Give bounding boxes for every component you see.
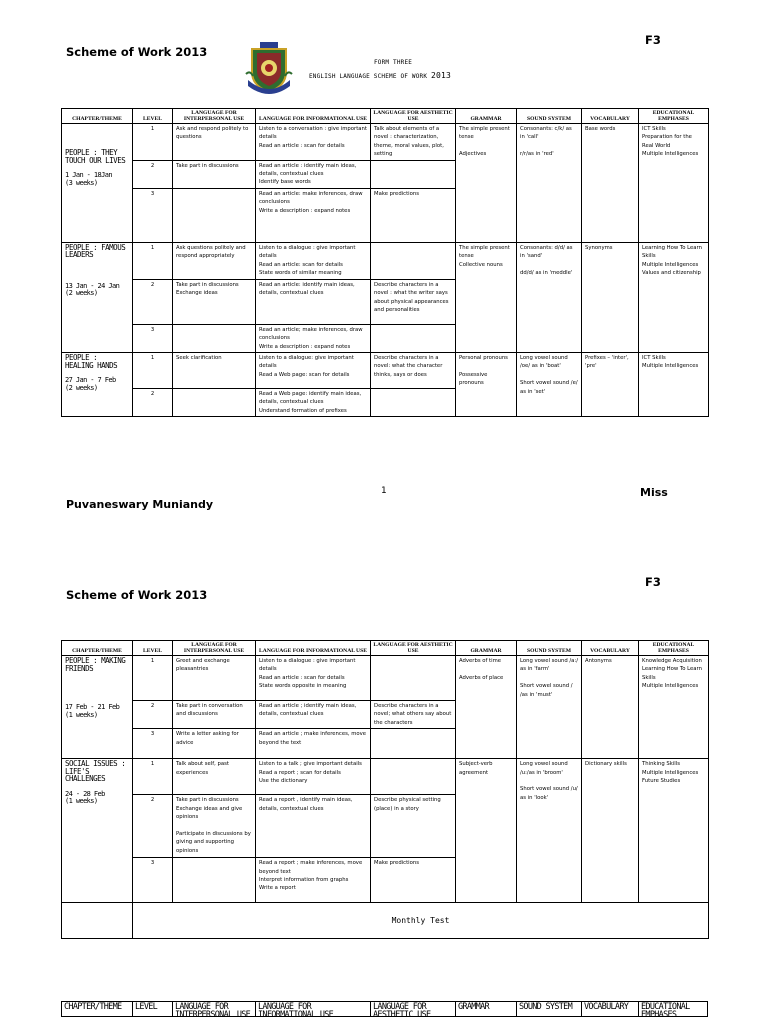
informational-cell: Listen to a dialogue : give important details Read an article : scan for details State words opposite in meaning xyxy=(256,656,371,701)
form-code: F3 xyxy=(645,575,661,589)
aesthetic-cell: Describe characters in a novel : what the writer says about physical appearances and personalities xyxy=(371,279,456,324)
emphases-cell: ICT Skills Preparation for the Real World Multiple Intelligences xyxy=(639,124,709,243)
interpersonal-cell: Take part in discussions Exchange ideas xyxy=(173,279,256,324)
grammar-cell: Personal pronouns Possessive pronouns xyxy=(456,353,517,417)
level-cell: 1 xyxy=(133,242,173,279)
table-header-row xyxy=(62,109,709,124)
header-interpersonal: LANGUAGE FOR INTERPERSONAL USE xyxy=(173,109,256,124)
interpersonal-cell: Take part in discussions Exchange ideas and give opinions Participate in discussions by giving and supporting opinions xyxy=(173,795,256,858)
scheme-table-2 xyxy=(61,640,709,939)
chapter-cell: SOCIAL ISSUES : LIFE'S CHALLENGES 24 - 28 Feb (1 weeks) xyxy=(62,759,133,903)
level-cell: 1 xyxy=(133,759,173,795)
level-cell: 3 xyxy=(133,729,173,759)
header-level: LEVEL xyxy=(133,1002,173,1016)
aesthetic-cell xyxy=(371,324,456,352)
informational-cell: Read an article; make inferences, draw conclusions Write a description : expand notes xyxy=(256,324,371,352)
header-aesthetic: LANGUAGE FOR AESTHETIC USE xyxy=(371,641,456,656)
header-chapter: CHAPTER/THEME xyxy=(62,109,133,124)
interpersonal-cell xyxy=(173,188,256,242)
header-level: LEVEL xyxy=(133,641,173,656)
aesthetic-cell xyxy=(371,729,456,759)
header-vocabulary: VOCABULARY xyxy=(582,109,639,124)
interpersonal-cell: Seek clarification xyxy=(173,353,256,389)
sound-cell: Consonants: d/d/ as in 'sand' dd/d/ as in 'meddle' xyxy=(517,242,582,352)
header-informational: LANGUAGE FOR INFORMATIONAL USE xyxy=(256,109,371,124)
author-name: Puvaneswary Muniandy xyxy=(66,498,214,511)
level-cell: 2 xyxy=(133,279,173,324)
header-vocabulary: VOCABULARY xyxy=(582,641,639,656)
scheme-label: ENGLISH LANGUAGE SCHEME OF WORK 2013 xyxy=(309,71,452,80)
header-interpersonal: LANGUAGE FOR INTERPERSONAL USE xyxy=(173,641,256,656)
aesthetic-cell xyxy=(371,759,456,795)
table-row xyxy=(62,759,709,795)
emphases-cell: Learning How To Learn Skills Multiple Intelligences Values and citizenship xyxy=(639,242,709,352)
page-title: Scheme of Work 2013 xyxy=(66,45,208,59)
header-sound: SOUND SYSTEM xyxy=(517,641,582,656)
interpersonal-cell: Greet and exchange pleasantries xyxy=(173,656,256,701)
aesthetic-cell: Describe characters in a novel: what the character thinks, says or does xyxy=(371,353,456,389)
informational-cell: Read a report , identify main ideas, details, contextual clues xyxy=(256,795,371,858)
vocabulary-cell: Synonyms xyxy=(582,242,639,352)
aesthetic-cell: Describe characters in a novel; what others say about the characters xyxy=(371,701,456,729)
vocabulary-cell: Prefixes – 'inter', 'pre' xyxy=(582,353,639,417)
emphases-cell: Thinking Skills Multiple Intelligences Future Studies xyxy=(639,759,709,903)
level-cell: 3 xyxy=(133,324,173,352)
empty-cell xyxy=(62,903,133,939)
informational-cell: Read an article ; identify main ideas, details, contextual clues xyxy=(256,701,371,729)
table-row xyxy=(62,353,709,389)
level-cell: 1 xyxy=(133,124,173,161)
informational-cell: Read a Web page: identify main ideas, details, contextual clues Understand formation of prefixes xyxy=(256,389,371,417)
level-cell: 2 xyxy=(133,389,173,417)
header-informational: LANGUAGE FOR INFORMATIONAL USE xyxy=(256,641,371,656)
emphases-cell: ICT Skills Multiple Intelligences xyxy=(639,353,709,417)
header-sound: SOUND SYSTEM xyxy=(517,1002,582,1016)
form-code: F3 xyxy=(645,33,661,47)
informational-cell: Listen to a dialogue: give important details Read a Web page: scan for details xyxy=(256,353,371,389)
level-cell: 2 xyxy=(133,701,173,729)
aesthetic-cell xyxy=(371,656,456,701)
informational-cell: Listen to a talk ; give important details Read a report ; scan for details Use the dictionary xyxy=(256,759,371,795)
page-title: Scheme of Work 2013 xyxy=(66,588,208,602)
grammar-cell: The simple present tense Collective nouns xyxy=(456,242,517,352)
informational-cell: Listen to a dialogue : give important details Read an article: scan for details State words of similar meaning xyxy=(256,242,371,279)
level-cell: 3 xyxy=(133,858,173,903)
scheme-table-1 xyxy=(61,108,709,417)
aesthetic-cell: Describe physical setting (place) in a story xyxy=(371,795,456,858)
header-aesthetic: LANGUAGE FOR AESTHETIC USE xyxy=(371,1002,456,1016)
aesthetic-cell xyxy=(371,242,456,279)
interpersonal-cell xyxy=(173,324,256,352)
sound-cell: Long vowel sound /oe/ as in 'boat' Short vowel sound /e/ as in 'set' xyxy=(517,353,582,417)
header-level: LEVEL xyxy=(133,109,173,124)
vocabulary-cell: Antonyms xyxy=(582,656,639,759)
interpersonal-cell: Ask and respond politely to questions xyxy=(173,124,256,161)
emphases-cell: Knowledge Acquisition Learning How To Learn Skills Multiple Intelligences xyxy=(639,656,709,759)
school-crest-logo xyxy=(244,40,294,96)
chapter-cell: PEOPLE : FAMOUS LEADERS 13 Jan - 24 Jan (2 weeks) xyxy=(62,242,133,352)
table-header-row xyxy=(62,641,709,656)
informational-cell: Listen to a conversation : give important details Read an article : scan for details xyxy=(256,124,371,161)
level-cell: 1 xyxy=(133,656,173,701)
header-emphases: EDUCATIONAL EMPHASES xyxy=(639,641,709,656)
chapter-cell: PEOPLE : MAKING FRIENDS 17 Feb - 21 Feb (1 weeks) xyxy=(62,656,133,759)
sound-cell: Long vowel sound /u:/as in 'broom' Short vowel sound /u/ as in 'look' xyxy=(517,759,582,903)
vocabulary-cell: Base words xyxy=(582,124,639,243)
header-chapter: CHAPTER/THEME xyxy=(62,1002,133,1016)
header-aesthetic: LANGUAGE FOR AESTHETIC USE xyxy=(371,109,456,124)
table-row xyxy=(62,124,709,161)
sound-cell: Consonants: c/k/ as in 'call' r/r/as in 'red' xyxy=(517,124,582,243)
header-grammar: GRAMMAR xyxy=(456,1002,517,1016)
header-emphases: EDUCATIONAL EMPHASES xyxy=(639,109,709,124)
header-interpersonal: LANGUAGE FOR INTERPERSONAL USE xyxy=(173,1002,256,1016)
header-informational: LANGUAGE FOR INFORMATIONAL USE xyxy=(256,1002,371,1016)
grammar-cell: Adverbs of time Adverbs of place xyxy=(456,656,517,759)
grammar-cell: The simple present tense Adjectives xyxy=(456,124,517,243)
header-sound: SOUND SYSTEM xyxy=(517,109,582,124)
grammar-cell: Subject-verb agreement xyxy=(456,759,517,903)
informational-cell: Read an article : identify main ideas, details, contextual clues Identify base words xyxy=(256,160,371,188)
chapter-cell: PEOPLE : THEY TOUCH OUR LIVES 1 Jan - 18Jan (3 weeks) xyxy=(62,124,133,243)
form-label: FORM THREE xyxy=(374,59,413,66)
header-grammar: GRAMMAR xyxy=(456,641,517,656)
informational-cell: Read an article: identify main ideas, details, contextual clues xyxy=(256,279,371,324)
informational-cell: Read an article ; make inferences, move beyond the text xyxy=(256,729,371,759)
interpersonal-cell: Ask questions politely and respond appropriately xyxy=(173,242,256,279)
header-chapter: CHAPTER/THEME xyxy=(62,641,133,656)
level-cell: 3 xyxy=(133,188,173,242)
page3-header-row xyxy=(61,1001,708,1017)
level-cell: 2 xyxy=(133,160,173,188)
interpersonal-cell: Take part in conversation and discussions xyxy=(173,701,256,729)
author-title: Miss xyxy=(640,486,668,499)
header-grammar: GRAMMAR xyxy=(456,109,517,124)
aesthetic-cell: Make predictions xyxy=(371,188,456,242)
header-vocabulary: VOCABULARY xyxy=(582,1002,639,1016)
table-row xyxy=(62,242,709,279)
interpersonal-cell: Write a letter asking for advice xyxy=(173,729,256,759)
chapter-cell: PEOPLE : HEALING HANDS 27 Jan - 7 Feb (2 weeks) xyxy=(62,353,133,417)
interpersonal-cell: Take part in discussions xyxy=(173,160,256,188)
aesthetic-cell: Make predictions xyxy=(371,858,456,903)
aesthetic-cell xyxy=(371,389,456,417)
table-row xyxy=(62,903,709,939)
aesthetic-cell xyxy=(371,160,456,188)
vocabulary-cell: Dictionary skills xyxy=(582,759,639,903)
monthly-test-cell: Monthly Test xyxy=(133,903,709,939)
table-row xyxy=(62,656,709,701)
level-cell: 2 xyxy=(133,795,173,858)
interpersonal-cell: Talk about self, past experiences xyxy=(173,759,256,795)
informational-cell: Read a report ; make inferences, move beyond text Interpret information from graphs Write a report xyxy=(256,858,371,903)
interpersonal-cell xyxy=(173,389,256,417)
level-cell: 1 xyxy=(133,353,173,389)
aesthetic-cell: Talk about elements of a novel : characterization, theme, moral values, plot, setting xyxy=(371,124,456,161)
interpersonal-cell xyxy=(173,858,256,903)
header-emphases: EDUCATIONAL EMPHASES xyxy=(641,1002,690,1016)
informational-cell: Read an article: make inferences, draw conclusions Write a description : expand notes xyxy=(256,188,371,242)
sound-cell: Long vowel sound /a:/ as in 'farm' Short vowel sound / /as in 'must' xyxy=(517,656,582,759)
page-number: 1 xyxy=(381,486,387,496)
